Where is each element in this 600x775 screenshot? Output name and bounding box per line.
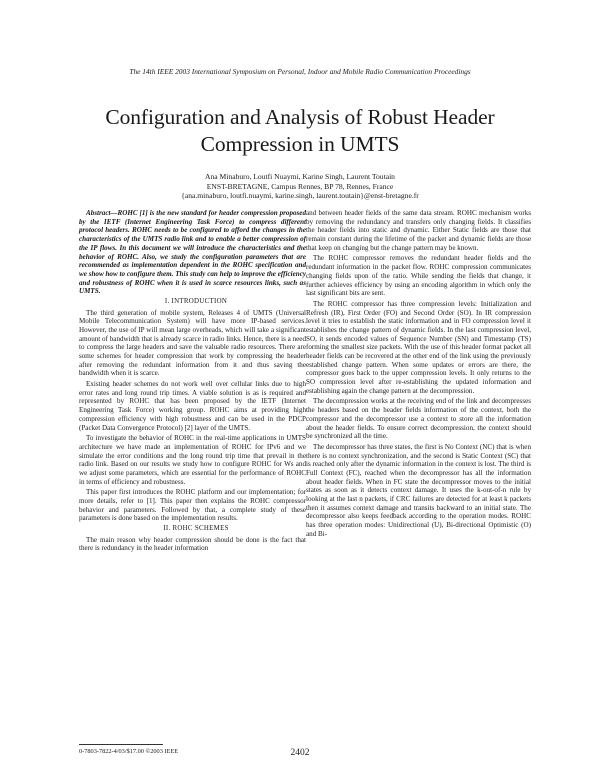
paragraph: Existing header schemes do not work well over cellular links due to high error rates and long round trip times. A viable solution is as is required and represented by ROHC that has been proposed by the IETF (Internet Engineering Task Force) working group. ROHC aims at providing high compression efficiency with high robustness and can be used in the PDCP (Packet Data Convergence Protocol) [2] layer of the UMTS. [79,380,306,432]
paragraph: and between header fields of the same data stream. ROHC mechanism works by removing the redundancy and transfers only changing fields. It classifies the header fields into static and dynamic. Either Static fields are those that remain constant during the lifetime of the packet and dynamic fields are those that keep on changing but the change pattern may be known. [306,209,531,252]
footer-divider [79,744,163,745]
page-number: 2402 [290,748,310,758]
paragraph: The third generation of mobile system, Releases 4 of UMTS (Universal Mobile Telecommunication System) will have more IP-based services. However, the use of IP will mean large overheads, which will take a significant amount of bandwidth that is already scarce in radio links. Hence, there is a need to compress the large headers and save the valuable radio resources. There are some schemes for header compression that work by compressing the header after removing the redundant information from it and thus saving the bandwidth when it is scarce. [79,308,306,378]
title-line-1: Configuration and Analysis of Robust Header [105,105,495,129]
section-heading-introduction: I. INTRODUCTION [164,297,228,305]
paragraph: To investigate the behavior of ROHC in the real-time applications in UMTS architecture we have made an implementation of ROHC for IPv6 and we simulate the error conditions and the long round trip time that prevail in the radio link. Based on our results we study how to configure ROHC for Ws and we adjust some parameters, which are essential for the performance of ROHC in terms of efficiency and robustness. [79,434,306,486]
right-column [306,209,531,540]
conference-header: The 14th IEEE 2003 International Symposium on Personal, Indoor and Mobile Radio Communication Proceedings [129,67,471,76]
author-block [0,172,600,201]
footer-isbn: 0-7803-7822-4/03/$17.00 ©2003 IEEE [79,748,179,755]
left-column [79,209,306,555]
paragraph: This paper first introduces the ROHC platform and our implementation; for more details, refer to [1]. This paper then explains the ROHC compressor behavior and parameters. Followed by that, a complete study of these parameters is done based on the implementation results. [79,488,306,523]
section-heading-rohc-schemes: II. ROHC SCHEMES [163,524,229,532]
paragraph: The decompressor has three states, the first is No Context (NC) that is when there is no context synchronization, and the second is Static Context (SC) that is reached only after the dynamic information in the context is lost. The third is Full Context (FC), reached when the decompressor has all the information about header fields. When in FC state the decompressor moves to the initial states as soon as it detects context damage. It uses the k-out-of-n rule by looking at the last n packets, if CRC failures are detected for at least k packets then it assumes context damage and transits backward to an initial state. The decompressor also keeps feedback according to the operation modes. ROHC has three operation modes: Unidirectional (U), Bi-directional Optimistic (O) and Bi- [306,442,531,538]
title-line-2: Compression in UMTS [200,132,400,156]
author-emails: {ana.minaburo, loutfi.nuaymi, karine.singh, laurent.toutain}@enst-bretagne.fr [181,191,419,201]
paragraph: The decompression works at the receiving end of the link and decompresses the headers based on the header fields information of the context, both the compressor and the decompressor use a context to store all the information about the header fields. To ensure correct decompression, the context should be synchronized all the time. [306,397,531,441]
paragraph: The ROHC compressor has three compression levels: Initialization and Refresh (IR), First Order (FO) and Second Order (SO). In IR compression level it tries to establish the static information and in FO compression level it establishes the change pattern of dynamic fields. In the last compression level, SO, it sends encoded values of Sequence Number (SN) and Timestamp (TS) forming the smallest size packets. With the use of this header format packet all header fields can be recovered at the other end of the link using the previously established change pattern. When some updates or errors are there, the compressor goes back to the upper compression levels. It only returns to the SO compression level after re-establishing the updated information and establishing again the change pattern at the decompression. [306,299,531,395]
paper-title [0,104,600,158]
author-affiliation: ENST-BRETAGNE, Campus Rennes, BP 78, Rennes, France [206,181,394,191]
paragraph: The ROHC compressor removes the redundant header fields and the redundant information in the packet flow. ROHC compression communicates changing fields upon of the ratio. While sending the fields that change, it further achieves efficiency by using an encoding algorithm in which only the last significant bits are sent. [306,254,531,298]
author-names: Ana Minaburo, Loutfi Nuaymi, Karine Singh, Laurent Toutain [205,172,395,181]
abstract: Abstract—ROHC [1] is the new standard for header compression proposed by the IETF (Internet Engineering Task Force) to compress different protocol headers. ROHC needs to be configured to afford the changes in the characteristics of the UMTS radio link and to enable a better compression of the IP flows. In this document we will introduce the characteristics and the behavior of ROHC. Also, we study the configuration parameters that are recommended as implementation dependent in the ROHC specification and we show how to configure them. This study can help to improve the efficiency and robustness of ROHC when it is used in scarce resources links, such as UMTS. [79,209,306,296]
paragraph: The main reason why header compression should be done is the fact that there is redundancy in the header information [79,535,306,553]
